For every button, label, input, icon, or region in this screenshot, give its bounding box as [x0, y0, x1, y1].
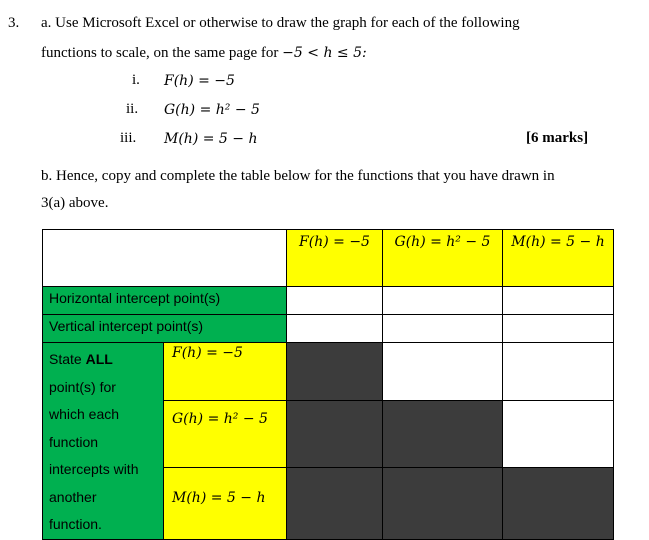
- row-g-expression: G(h) = h² − 5: [172, 411, 268, 428]
- vertical-m-answer[interactable]: [503, 315, 614, 343]
- f-m-intersection[interactable]: [503, 343, 614, 401]
- state-all-bold: ALL: [85, 351, 113, 367]
- row-f-label: [164, 343, 287, 401]
- header-m-expression: M(h) = 5 − h: [511, 234, 605, 250]
- part-a-line2: [41, 45, 367, 62]
- row-m-label: [164, 468, 287, 539]
- f-f-shaded: [287, 343, 383, 401]
- state-line-5: another: [49, 488, 97, 505]
- state-prefix: State: [49, 351, 86, 367]
- header-g: [383, 230, 503, 287]
- marks-label: [6 marks]: [526, 130, 589, 146]
- m-g-shaded: [383, 468, 503, 539]
- item-iii-numeral: iii.: [120, 130, 137, 146]
- item-i-numeral: i.: [132, 72, 140, 88]
- part-a-line1: a. Use Microsoft Excel or otherwise to draw the graph for each of the following: [41, 15, 520, 31]
- state-line-6: function.: [49, 516, 102, 532]
- horizontal-g-answer[interactable]: [383, 287, 503, 315]
- state-line-2: which each: [49, 406, 120, 422]
- horizontal-intercept-label: Horizontal intercept point(s): [43, 287, 287, 315]
- item-iii-expression: M(h) = 5 − h: [164, 131, 258, 147]
- row-g-label: [164, 401, 287, 468]
- domain-expression: −5 < h ≤ 5:: [282, 45, 367, 61]
- header-f: [287, 230, 383, 287]
- state-line-3: function: [49, 433, 99, 450]
- row-f-expression: F(h) = −5: [172, 345, 243, 361]
- blank-corner-cell: [43, 230, 287, 287]
- question-number: 3.: [8, 15, 20, 31]
- state-line-4: intercepts with: [49, 461, 139, 477]
- m-f-shaded: [287, 468, 383, 539]
- g-f-shaded: [287, 401, 383, 468]
- header-g-expression: G(h) = h² − 5: [394, 234, 491, 250]
- state-line-1: point(s) for: [49, 378, 116, 395]
- f-g-intersection[interactable]: [383, 343, 503, 401]
- vertical-g-answer[interactable]: [383, 315, 503, 343]
- part-b-line2: 3(a) above.: [41, 195, 109, 211]
- row-m-expression: M(h) = 5 − h: [172, 490, 266, 507]
- header-m: [503, 230, 614, 287]
- g-g-shaded: [383, 401, 503, 468]
- item-ii-numeral: ii.: [126, 101, 139, 117]
- horizontal-f-answer[interactable]: [287, 287, 383, 315]
- horizontal-m-answer[interactable]: [503, 287, 614, 315]
- g-m-intersection[interactable]: [503, 401, 614, 468]
- state-all-label: [43, 343, 164, 540]
- item-i-expression: F(h) = −5: [164, 73, 235, 89]
- intercepts-table: [42, 229, 614, 540]
- part-a-line2-text: functions to scale, on the same page for: [41, 45, 283, 61]
- vertical-f-answer[interactable]: [287, 315, 383, 343]
- m-m-shaded: [503, 468, 614, 539]
- item-ii-expression: G(h) = h² − 5: [164, 102, 260, 118]
- vertical-intercept-label: Vertical intercept point(s): [43, 315, 287, 343]
- header-f-expression: F(h) = −5: [299, 234, 370, 250]
- part-b-line1: b. Hence, copy and complete the table below for the functions that you have drawn in: [41, 168, 555, 184]
